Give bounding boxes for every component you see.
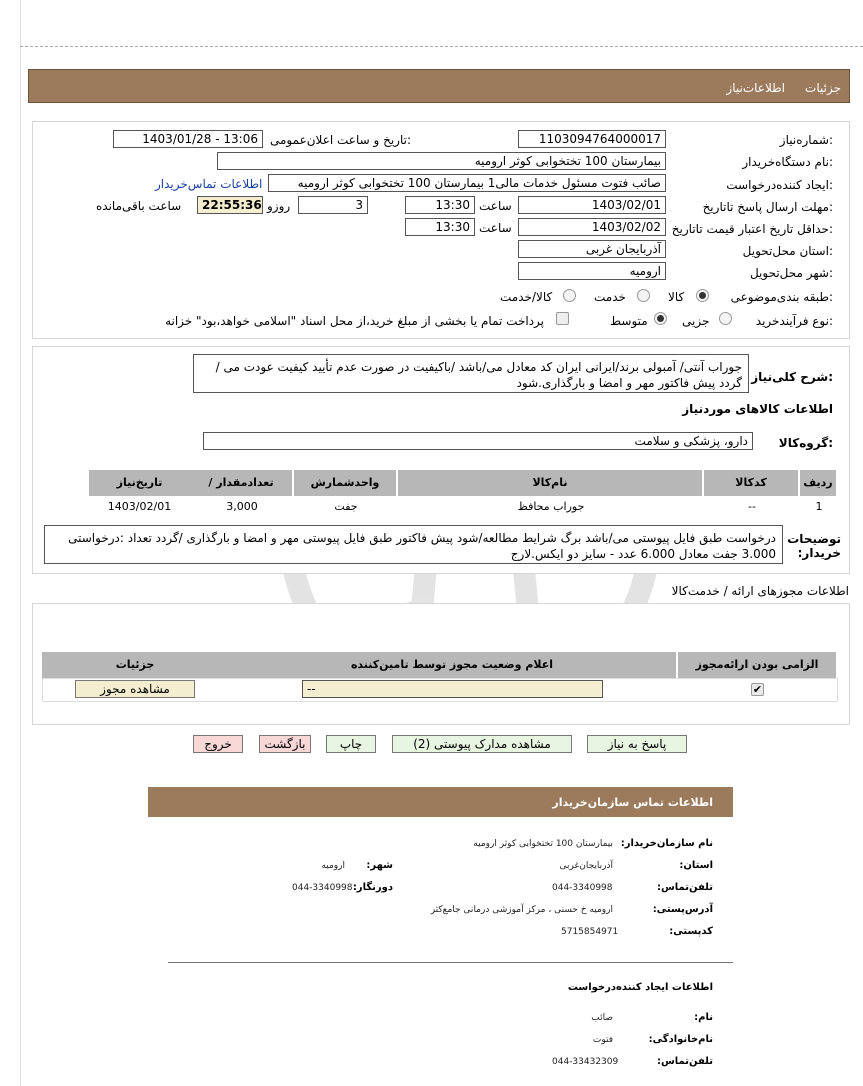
deadline-time-label: ساعت: [479, 199, 512, 213]
remaining-time-field: 22:55:36: [197, 196, 263, 214]
contact-phone-label: تلفن‌تماس:: [656, 882, 713, 893]
days-label: روزو: [267, 199, 291, 213]
page-header: [28, 69, 850, 103]
contact-title: اطلاعات تماس سازمان‌خریدار: [552, 796, 713, 809]
view-permit-button[interactable]: مشاهده مجوز: [75, 680, 195, 698]
view-docs-button[interactable]: مشاهده مدارک پیوستی (2): [392, 735, 572, 753]
contact-postal-value: 5715854971: [561, 927, 619, 937]
radio-small-label: جزیی: [682, 314, 710, 328]
radio-medium-label: متوسط: [610, 314, 648, 328]
tab-need-info[interactable]: اطلاعات‌نیاز: [726, 81, 785, 95]
buyer-contact-link[interactable]: اطلاعات تماس‌خریدار: [155, 177, 263, 191]
goods-col-unit: واحدشمارش: [294, 470, 398, 496]
announce-label: تاریخ و ساعت اعلان‌عمومی:: [270, 133, 412, 147]
permit-col-details: جزئیات: [42, 652, 228, 678]
contact-org-value: بیمارستان 100 تختخوابی کوثر ارومیه: [473, 839, 613, 849]
buyer-notes-label: توضیحات خریدار:: [787, 532, 841, 560]
group-label: گروه‌کالا:: [778, 436, 833, 450]
left-border: [20, 0, 21, 1086]
creator-family-value: فتوت: [592, 1035, 613, 1045]
goods-cell-qty: 3,000: [226, 500, 258, 513]
contact-org-label: نام سازمان‌خریدار:: [620, 838, 713, 849]
remaining-label: ساعت باقی‌مانده: [96, 199, 182, 213]
radio-service-label: خدمت: [594, 290, 626, 304]
goods-col-code: کدکالا: [704, 470, 800, 496]
radio-goods-label: کالا: [668, 290, 685, 304]
top-divider: [20, 46, 863, 47]
contact-divider: [168, 962, 733, 963]
deadline-label: مهلت ارسال پاسخ تا‌تاریخ:: [702, 200, 833, 214]
category-label: طبقه بندی‌موضوعی:: [730, 290, 833, 304]
contact-fax-label: دورنگار:: [352, 882, 393, 893]
permit-status-field[interactable]: --: [302, 680, 603, 698]
reply-button[interactable]: پاسخ به نیاز: [587, 735, 687, 753]
radio-goods-service[interactable]: [563, 289, 576, 302]
goods-col-qty: / تعدادمقدار: [190, 470, 294, 496]
creator-label: ایجاد کننده‌درخواست:: [726, 178, 833, 192]
back-button[interactable]: بازگشت: [259, 735, 311, 753]
contact-header: [148, 787, 733, 817]
announce-field: 1403/01/28 - 13:06: [113, 130, 263, 148]
creator-phone-value: 044-33432309: [552, 1057, 619, 1067]
radio-small[interactable]: [719, 312, 732, 325]
contact-postal-label: کدپستی:: [669, 926, 713, 937]
creator-info-title: اطلاعات ایجاد کننده‌درخواست: [567, 982, 713, 993]
goods-cell-row: 1: [815, 500, 823, 513]
validity-time-field: 13:30: [405, 218, 475, 236]
contact-address-label: آدرس‌پستی:: [652, 904, 713, 915]
creator-name-label: نام:: [694, 1012, 713, 1023]
group-field: دارو، پزشکی و سلامت: [203, 432, 753, 450]
days-field: 3: [298, 196, 368, 214]
desc-box: جوراب آنتی/ آمبولی برند/ایرانی ایران کد معادل می/باشد /باکیفیت در صورت عدم تأیید کیفیت عودت می /گردد پیش فاکتور مهر و امضا و بارگذاری.شود: [193, 354, 749, 393]
creator-name-value: صائب: [591, 1013, 613, 1023]
contact-address-value: ارومیه خ حسنی ، مرکز آموزشی درمانی جامع‌کثر: [430, 905, 613, 915]
goods-cell-code: --: [748, 500, 756, 513]
goods-table: [89, 470, 838, 520]
permits-title: اطلاعات مجوزهای ارائه / خدمت‌کالا: [671, 584, 849, 598]
contact-fax-value: 044-3340998: [292, 883, 353, 893]
province-label: استان محل‌تحویل:: [742, 244, 833, 258]
need-number-field: 1103094764000017: [518, 130, 666, 148]
permits-table: [42, 652, 838, 704]
treasury-checkbox[interactable]: [556, 312, 569, 325]
contact-city-label: شهر:: [366, 860, 393, 871]
treasury-note: پرداخت تمام یا بخشی از مبلغ خرید،از محل اسناد "اسلامی خواهد،بود" خزانه: [165, 314, 544, 328]
city-field: ارومیه: [518, 262, 666, 280]
process-label: نوع فرآیند‌خرید:: [755, 314, 833, 328]
city-label: شهر محل‌تحویل:: [749, 266, 833, 280]
radio-goods-service-label: کالا/خدمت: [500, 290, 553, 304]
creator-phone-label: تلفن‌تماس:: [656, 1056, 713, 1067]
radio-goods[interactable]: [696, 289, 709, 302]
print-button[interactable]: چاپ: [326, 735, 376, 753]
contact-province-label: استان:: [679, 860, 713, 871]
contact-phone-value: 044-3340998: [552, 883, 613, 893]
province-field: آذربایجان غربی: [518, 240, 666, 258]
validity-label: حداقل تاریخ اعتبار قیمت تا‌تاریخ:: [671, 222, 833, 236]
creator-family-label: نام‌خانوادگی:: [648, 1034, 713, 1045]
exit-button[interactable]: خروج: [193, 735, 243, 753]
goods-cell-unit: جفت: [334, 500, 358, 513]
goods-col-date: تاریخ‌نیاز: [89, 470, 190, 496]
buyer-org-label: نام دستگاه‌خریدار:: [742, 155, 833, 169]
permit-required-checkbox[interactable]: ✔: [752, 683, 763, 696]
need-number-label: شماره‌نیاز:: [779, 133, 833, 147]
radio-service[interactable]: [637, 289, 650, 302]
validity-time-label: ساعت: [479, 221, 512, 235]
deadline-time-field: 13:30: [405, 196, 475, 214]
goods-cell-name: جوراب محافظ: [517, 500, 585, 513]
desc-label: شرح کلی‌نیاز:: [751, 370, 833, 384]
creator-field: صائب فتوت مسئول خدمات مالی1 بیمارستان 100 تختخوابی کوثر ارومیه: [268, 174, 666, 192]
buyer-org-field: بیمارستان 100 تختخوابی کوثر ارومیه: [217, 152, 666, 170]
goods-cell-date: 1403/02/01: [107, 500, 172, 513]
permit-col-status: اعلام وضعیت مجوز توسط تامین‌کننده: [228, 652, 678, 678]
tab-details[interactable]: جزئیات: [805, 81, 841, 95]
validity-date-field: 1403/02/02: [518, 218, 666, 236]
goods-info-title: اطلاعات کالاهای موردنیاز: [682, 402, 833, 416]
radio-medium[interactable]: [654, 312, 667, 325]
goods-col-row: ردیف: [800, 470, 838, 496]
contact-city-value: ارومیه: [321, 861, 345, 871]
buyer-notes-box: درخواست طبق فایل پیوستی می/باشد برگ شرایط مطالعه/شود پیش فاکتور طبق فایل پیوستی مهر و امضا و بارگذاری /گردد تعداد :درخواستی 3.000 جفت معادل 6.000 عدد - سایز دو ایکس.لارج: [44, 525, 783, 564]
contact-province-value: آذربایجان‌غربی: [559, 861, 613, 871]
goods-col-name: نام‌کالا: [398, 470, 704, 496]
deadline-date-field: 1403/02/01: [518, 196, 666, 214]
permit-col-required: الزامی بودن ارائه‌مجوز: [678, 652, 838, 678]
